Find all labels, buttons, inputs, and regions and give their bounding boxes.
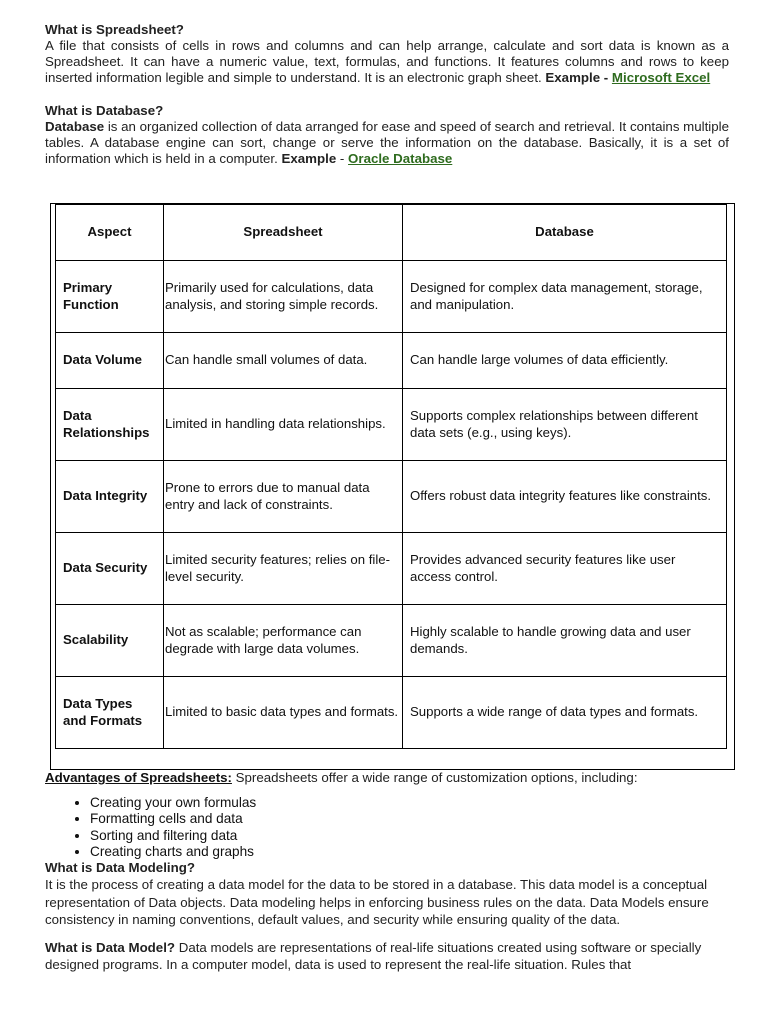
spreadsheet-heading: What is Spreadsheet? xyxy=(45,22,184,37)
microsoft-excel-link[interactable]: Microsoft Excel xyxy=(611,70,711,86)
comparison-table xyxy=(55,204,727,749)
table-header-row xyxy=(56,205,727,261)
data-model-heading: What is Data Model? xyxy=(45,939,176,955)
table-row xyxy=(56,677,727,749)
header-aspect: Aspect xyxy=(56,205,164,261)
header-spreadsheet: Spreadsheet xyxy=(164,205,403,261)
aspect-cell: Data Volume xyxy=(56,333,164,389)
database-section xyxy=(45,103,729,168)
list-item: • Creating your own formulas xyxy=(90,795,735,811)
spreadsheet-cell: Limited in handling data relationships. xyxy=(164,389,403,461)
advantages-title: Advantages of Spreadsheets: xyxy=(45,770,232,785)
database-cell: Designed for complex data management, storage, and manipulation. xyxy=(403,261,727,333)
advantages-list xyxy=(45,795,735,860)
database-heading: What is Database? xyxy=(45,102,164,118)
advantages-paragraph xyxy=(45,769,735,786)
aspect-cell: Data Types and Formats xyxy=(56,677,164,749)
spreadsheet-cell: Limited to basic data types and formats. xyxy=(164,677,403,749)
spreadsheet-cell: Can handle small volumes of data. xyxy=(164,333,403,389)
table-row xyxy=(56,389,727,461)
database-term: Database xyxy=(45,118,105,134)
aspect-cell: Data Integrity xyxy=(56,461,164,533)
data-modeling-body: It is the process of creating a data model for the data to be stored in a database. This data model is a conceptual representation of Data objects. Data modeling helps in enforcing business rules on the data. Data Models ensure consistency in naming conventions, default values, and security while ensuring quality of the data. xyxy=(45,877,709,928)
aspect-cell: Data Security xyxy=(56,533,164,605)
database-cell: Can handle large volumes of data efficiently. xyxy=(403,333,727,389)
spreadsheet-cell: Limited security features; relies on file-level security. xyxy=(164,533,403,605)
after-table-content xyxy=(45,769,735,974)
list-item: • Sorting and filtering data xyxy=(90,828,735,844)
database-cell: Highly scalable to handle growing data and user demands. xyxy=(403,605,727,677)
database-example-label: Example xyxy=(281,151,337,167)
spreadsheet-body: A file that consists of cells in rows and columns and can help arrange, calculate and sort data is known as a Spreadsheet. It can have a numeric value, text, formulas, and functions. It features columns and rows to keep inserted information legible and simple to understand. It is an electronic graph sheet. xyxy=(45,38,729,86)
data-modeling-heading: What is Data Modeling? xyxy=(45,860,195,876)
list-item: • Creating charts and graphs xyxy=(90,844,735,860)
table-row xyxy=(56,533,727,605)
oracle-database-link[interactable]: Oracle Database xyxy=(348,151,453,167)
table-row xyxy=(56,333,727,389)
spreadsheet-cell: Not as scalable; performance can degrade with large data volumes. xyxy=(164,605,403,677)
table-row xyxy=(56,461,727,533)
spreadsheet-cell: Primarily used for calculations, data analysis, and storing simple records. xyxy=(164,261,403,333)
spreadsheet-cell: Prone to errors due to manual data entry and lack of constraints. xyxy=(164,461,403,533)
data-model-body: Data models are representations of real-life situations created using software or specially designed programs. In a computer model, data is used to represent the real-life situation. Rules that xyxy=(45,939,702,973)
aspect-cell: Data Relationships xyxy=(56,389,164,461)
database-cell: Offers robust data integrity features like constraints. xyxy=(403,461,727,533)
spreadsheet-section xyxy=(45,22,729,87)
table-row xyxy=(56,605,727,677)
list-item: • Formatting cells and data xyxy=(90,811,735,827)
table-row xyxy=(56,261,727,333)
comparison-table-frame xyxy=(50,203,735,770)
aspect-cell: Scalability xyxy=(56,605,164,677)
database-cell: Provides advanced security features like user access control. xyxy=(403,533,727,605)
document-page xyxy=(45,22,729,167)
advantages-intro: Spreadsheets offer a wide range of customization options, including: xyxy=(231,770,638,785)
database-cell: Supports a wide range of data types and formats. xyxy=(403,677,727,749)
database-body: is an organized collection of data arranged for ease and speed of search and retrieval. It contains multiple tables. A database engine can sort, change or serve the information on the database. Basically, it is a set of information which is held in a computer. xyxy=(45,118,729,167)
database-example-sep: - xyxy=(336,151,349,167)
database-cell: Supports complex relationships between different data sets (e.g., using keys). xyxy=(403,389,727,461)
database-paragraph xyxy=(45,119,729,168)
spreadsheet-example-label: Example - xyxy=(545,70,612,86)
header-database: Database xyxy=(403,205,727,261)
spreadsheet-paragraph xyxy=(45,38,729,87)
aspect-cell: Primary Function xyxy=(56,261,164,333)
data-model-paragraph xyxy=(45,939,735,974)
